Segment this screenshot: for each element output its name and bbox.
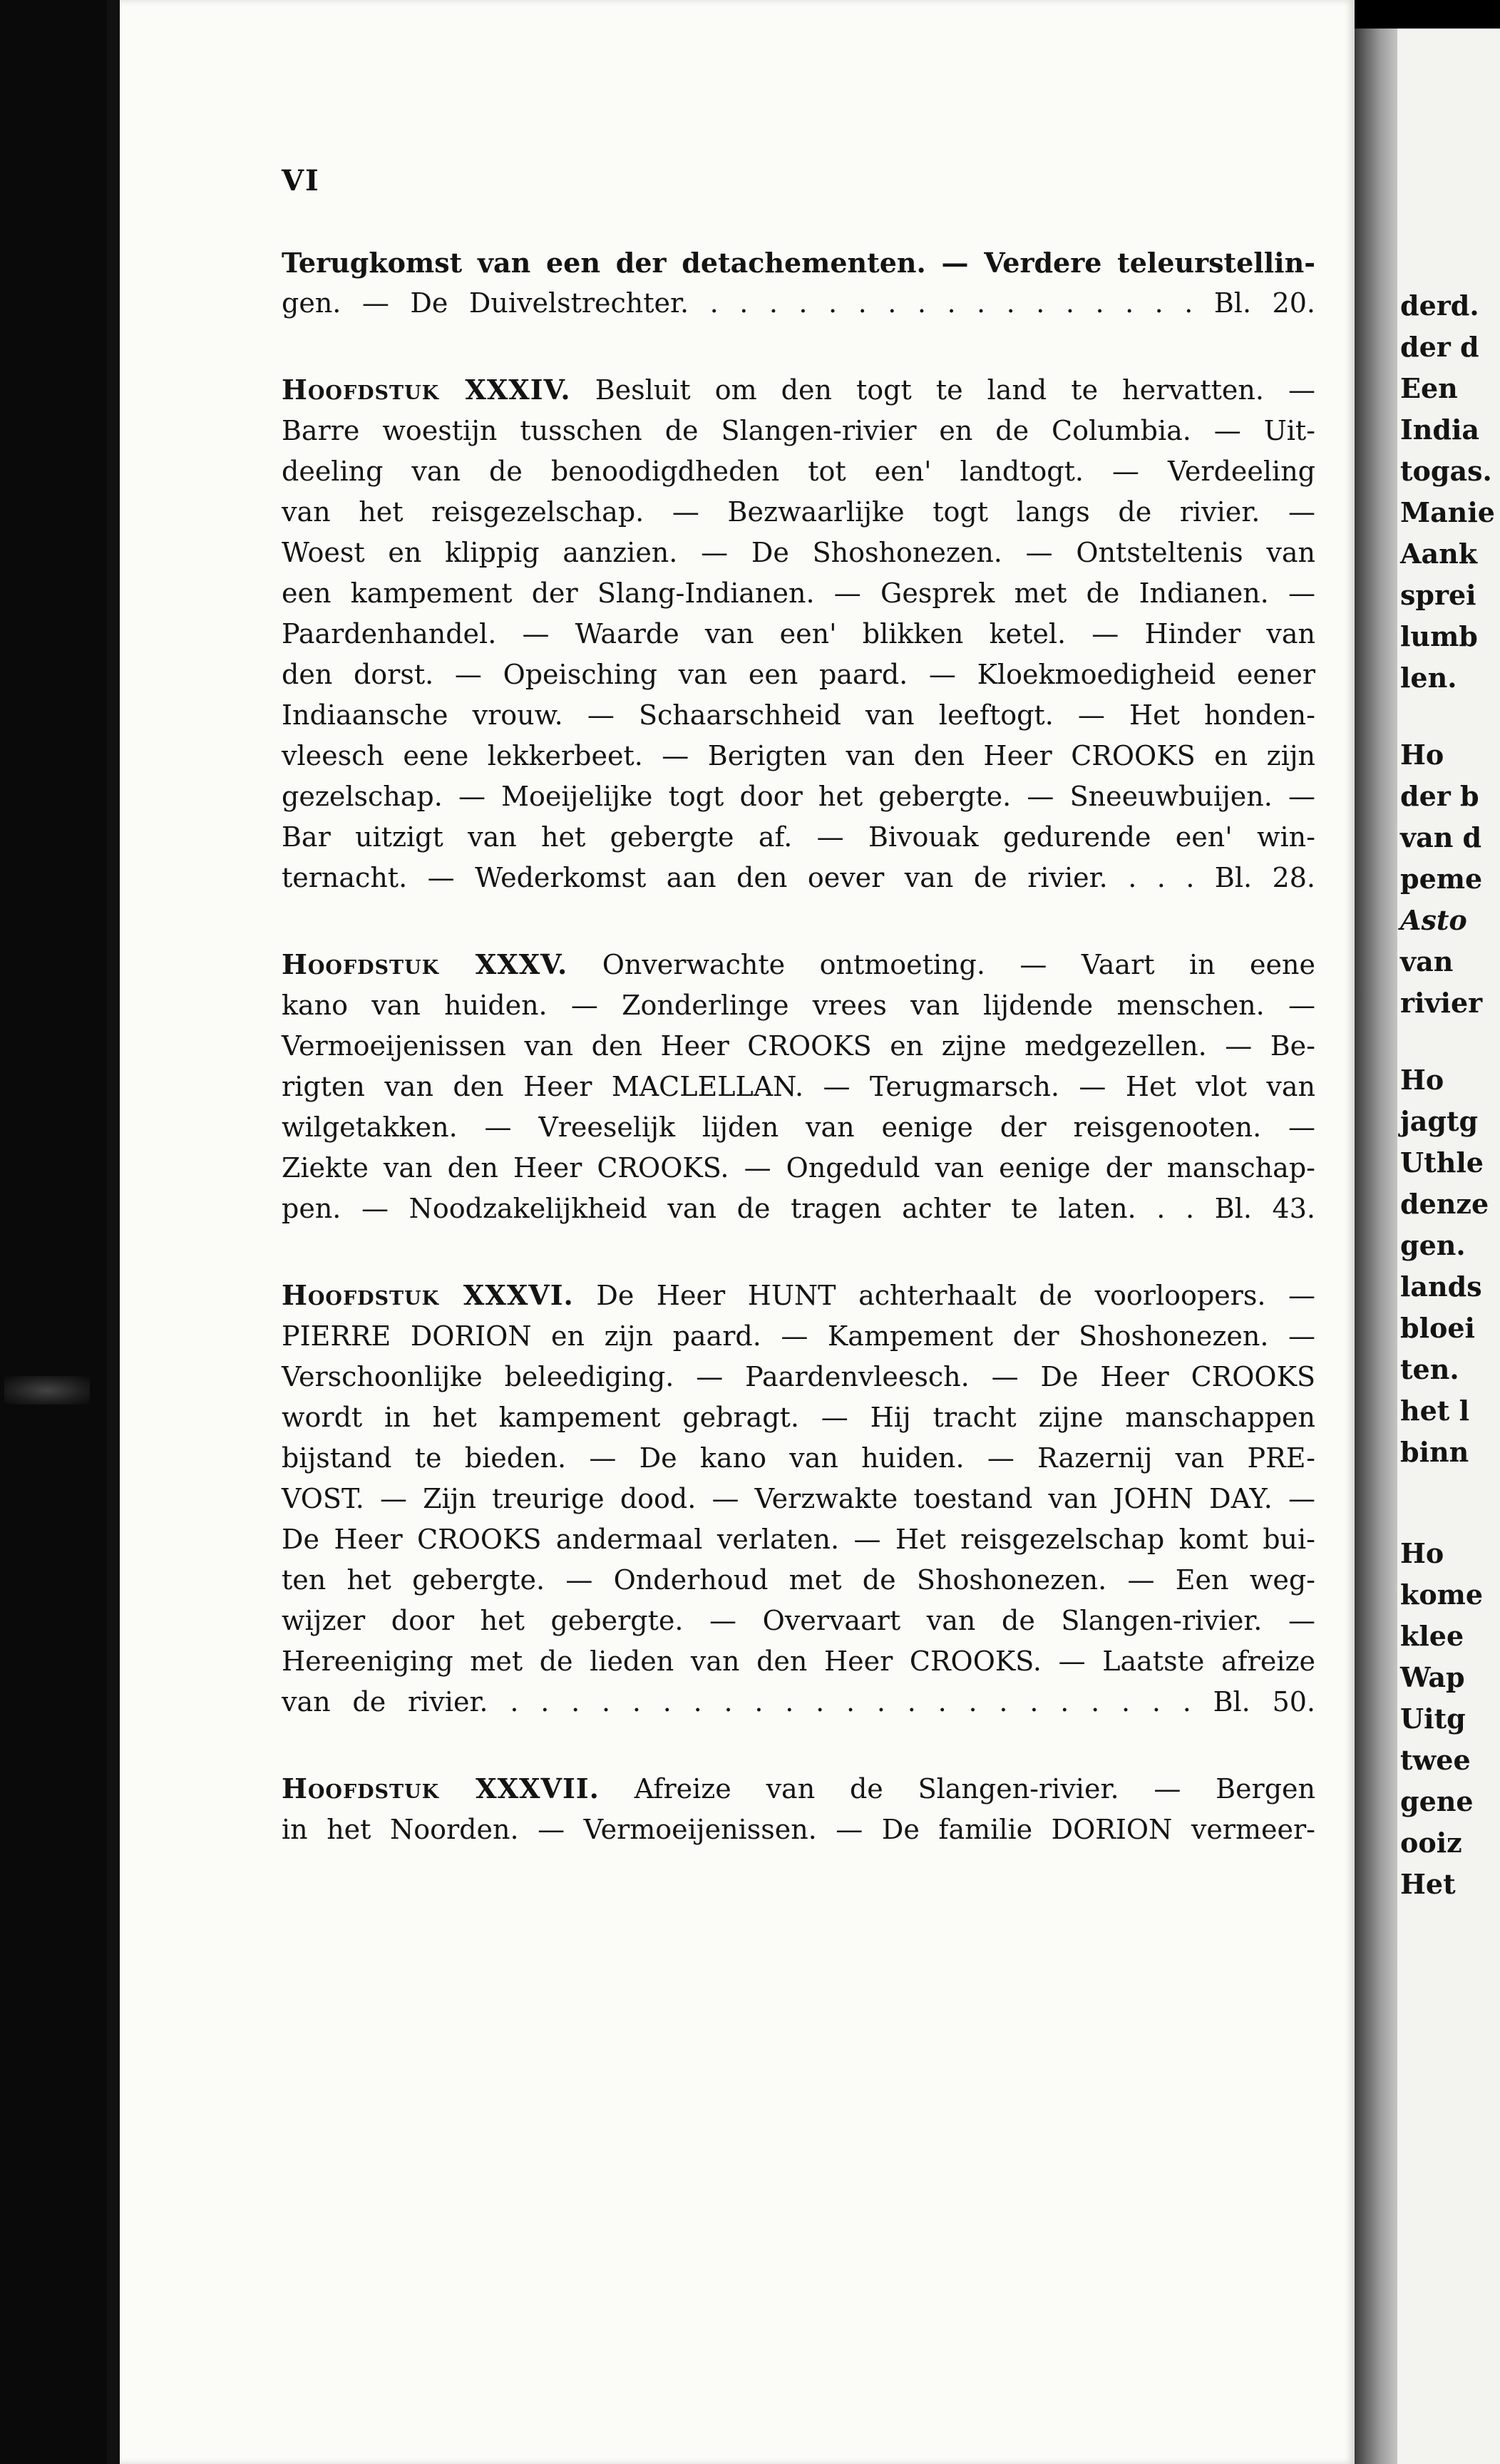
facing-fragment: gen. bbox=[1400, 1229, 1466, 1261]
toc-line: van het reisgezelschap. — Bezwaarlijke togt langs de rivier. — bbox=[282, 496, 1315, 528]
chapter-heading: Hoofdstuk XXXVI. bbox=[282, 1279, 574, 1311]
facing-fragment: sprei bbox=[1400, 579, 1476, 611]
toc-line: Afreize van de Slangen-rivier. — Bergen bbox=[634, 1773, 1315, 1805]
facing-fragment: Een bbox=[1400, 372, 1458, 404]
table-of-contents bbox=[282, 242, 1315, 1896]
toc-line: Bar uitzigt van het gebergte af. — Bivouak gedurende een' win- bbox=[282, 821, 1315, 853]
toc-line: Besluit om den togt te land te hervatten. — bbox=[595, 374, 1316, 406]
toc-line: van de rivier. . . . . . . . . . . . . . . . . . . . . . . . Bl. 50. bbox=[282, 1686, 1315, 1718]
toc-line-first bbox=[282, 1768, 1315, 1809]
toc-line: Onverwachte ontmoeting. — Vaart in eene bbox=[602, 949, 1315, 980]
toc-line-first bbox=[282, 369, 1315, 411]
facing-fragment: Asto bbox=[1400, 904, 1467, 936]
facing-fragment: lands bbox=[1400, 1270, 1482, 1303]
facing-fragment: binn bbox=[1400, 1436, 1469, 1468]
facing-fragment: jagtg bbox=[1400, 1105, 1479, 1137]
toc-line-first bbox=[282, 944, 1315, 985]
facing-fragment: India bbox=[1400, 414, 1480, 446]
chapter-heading: Hoofdstuk XXXVII. bbox=[282, 1772, 600, 1805]
facing-fragment: peme bbox=[1400, 863, 1483, 895]
toc-line: De Heer CROOKS andermaal verlaten. — Het reisgezelschap komt bui- bbox=[282, 1524, 1315, 1555]
toc-line: bijstand te bieden. — De kano van huiden. — Razernij van PRE- bbox=[282, 1442, 1315, 1474]
toc-line: ten het gebergte. — Onderhoud met de Shoshonezen. — Een weg- bbox=[282, 1564, 1315, 1596]
facing-fragment: Wap bbox=[1400, 1661, 1465, 1693]
toc-line: gen. — De Duivelstrechter. . . . . . . . . . . . . . . . . . Bl. 20. bbox=[282, 287, 1315, 319]
facing-fragment: kome bbox=[1400, 1578, 1484, 1611]
toc-line: een kampement der Slang-Indianen. — Gesprek met de Indianen. — bbox=[282, 578, 1315, 609]
facing-fragment: rivier bbox=[1400, 987, 1483, 1019]
toc-line: De Heer HUNT achterhaalt de voorloopers. — bbox=[596, 1280, 1315, 1311]
facing-fragment: twee bbox=[1400, 1744, 1471, 1776]
toc-line: Barre woestijn tusschen de Slangen-rivier en de Columbia. — Uit- bbox=[282, 415, 1315, 446]
toc-entry bbox=[282, 369, 1315, 898]
scan-border-left bbox=[0, 0, 107, 2464]
toc-line: pen. — Noodzakelijkheid van de tragen achter te laten. . . Bl. 43. bbox=[282, 1193, 1315, 1224]
facing-fragment: len. bbox=[1400, 662, 1457, 694]
facing-fragment: denze bbox=[1400, 1188, 1489, 1220]
facing-fragment: klee bbox=[1400, 1620, 1464, 1652]
toc-line: gezelschap. — Moeijelijke togt door het gebergte. — Sneeuwbuijen. — bbox=[282, 781, 1315, 812]
page-number: VI bbox=[282, 164, 320, 197]
scan-border-strip bbox=[107, 0, 120, 2464]
facing-fragment: van bbox=[1400, 945, 1454, 977]
toc-line: den dorst. — Opeisching van een paard. — Kloekmoedigheid eener bbox=[282, 659, 1315, 690]
facing-fragment: der d bbox=[1400, 331, 1479, 363]
facing-fragment: derd. bbox=[1400, 289, 1479, 322]
toc-entry bbox=[282, 242, 1315, 324]
facing-fragment: Manie bbox=[1400, 496, 1495, 528]
facing-fragment: ten. bbox=[1400, 1353, 1459, 1385]
toc-line: wijzer door het gebergte. — Overvaart van de Slangen-rivier. — bbox=[282, 1605, 1315, 1636]
facing-fragment: Ho bbox=[1400, 1537, 1444, 1569]
toc-line: PIERRE DORION en zijn paard. — Kampement der Shoshonezen. — bbox=[282, 1320, 1315, 1352]
scan-smudge bbox=[4, 1376, 90, 1405]
facing-fragment: bloei bbox=[1400, 1312, 1475, 1344]
toc-line: kano van huiden. — Zonderlinge vrees van lijdende menschen. — bbox=[282, 990, 1315, 1021]
facing-fragment: Ho bbox=[1400, 739, 1444, 771]
facing-fragment: ooiz bbox=[1400, 1827, 1462, 1859]
facing-fragment: Ho bbox=[1400, 1064, 1444, 1096]
toc-line: Indiaansche vrouw. — Schaarschheid van leeftogt. — Het honden- bbox=[282, 699, 1315, 731]
toc-line: ternacht. — Wederkomst aan den oever van de rivier. . . . Bl. 28. bbox=[282, 862, 1315, 893]
toc-line: wordt in het kampement gebragt. — Hij tracht zijne manschappen bbox=[282, 1402, 1315, 1433]
facing-fragment: van d bbox=[1400, 821, 1482, 853]
toc-line: Paardenhandel. — Waarde van een' blikken ketel. — Hinder van bbox=[282, 618, 1315, 650]
toc-line: VOST. — Zijn treurige dood. — Verzwakte toestand van JOHN DAY. — bbox=[282, 1483, 1315, 1514]
facing-fragment: togas. bbox=[1400, 455, 1492, 487]
toc-line: Verschoonlijke beleediging. — Paardenvleesch. — De Heer CROOKS bbox=[282, 1361, 1315, 1392]
toc-line: Woest en klippig aanzien. — De Shoshonezen. — Ontsteltenis van bbox=[282, 537, 1315, 568]
toc-entry bbox=[282, 1768, 1315, 1850]
toc-line: vleesch eene lekkerbeet. — Berigten van den Heer CROOKS en zijn bbox=[282, 740, 1315, 771]
toc-line: in het Noorden. — Vermoeijenissen. — De familie DORION vermeer- bbox=[282, 1814, 1315, 1845]
toc-line: Vermoeijenissen van den Heer CROOKS en zijne medgezellen. — Be- bbox=[282, 1030, 1315, 1062]
toc-line: Terugkomst van een der detachementen. — Verdere teleurstellin- bbox=[282, 247, 1315, 279]
facing-fragment: lumb bbox=[1400, 620, 1478, 652]
toc-line: wilgetakken. — Vreeselijk lijden van eenige der reisgenooten. — bbox=[282, 1112, 1315, 1143]
toc-entry bbox=[282, 944, 1315, 1229]
facing-page-edge bbox=[1397, 29, 1500, 2464]
toc-line: Ziekte van den Heer CROOKS. — Ongeduld van eenige der manschap- bbox=[282, 1152, 1315, 1184]
toc-line: rigten van den Heer MACLELLAN. — Terugmarsch. — Het vlot van bbox=[282, 1071, 1315, 1102]
chapter-heading: Hoofdstuk XXXV. bbox=[282, 948, 568, 980]
facing-fragment: der b bbox=[1400, 780, 1479, 812]
facing-fragment: Uitg bbox=[1400, 1703, 1466, 1735]
facing-fragment: Uthle bbox=[1400, 1146, 1484, 1179]
toc-line: deeling van de benoodigdheden tot een' landtogt. — Verdeeling bbox=[282, 456, 1315, 487]
toc-line: Hereeniging met de lieden van den Heer CROOKS. — Laatste afreize bbox=[282, 1646, 1315, 1677]
facing-fragment: Aank bbox=[1400, 538, 1478, 570]
facing-fragment: het l bbox=[1400, 1395, 1470, 1427]
toc-entry bbox=[282, 1275, 1315, 1723]
facing-fragment: Het bbox=[1400, 1868, 1456, 1900]
chapter-heading: Hoofdstuk XXXIV. bbox=[282, 374, 571, 406]
toc-line-first bbox=[282, 1275, 1315, 1316]
facing-fragment: gene bbox=[1400, 1785, 1474, 1817]
